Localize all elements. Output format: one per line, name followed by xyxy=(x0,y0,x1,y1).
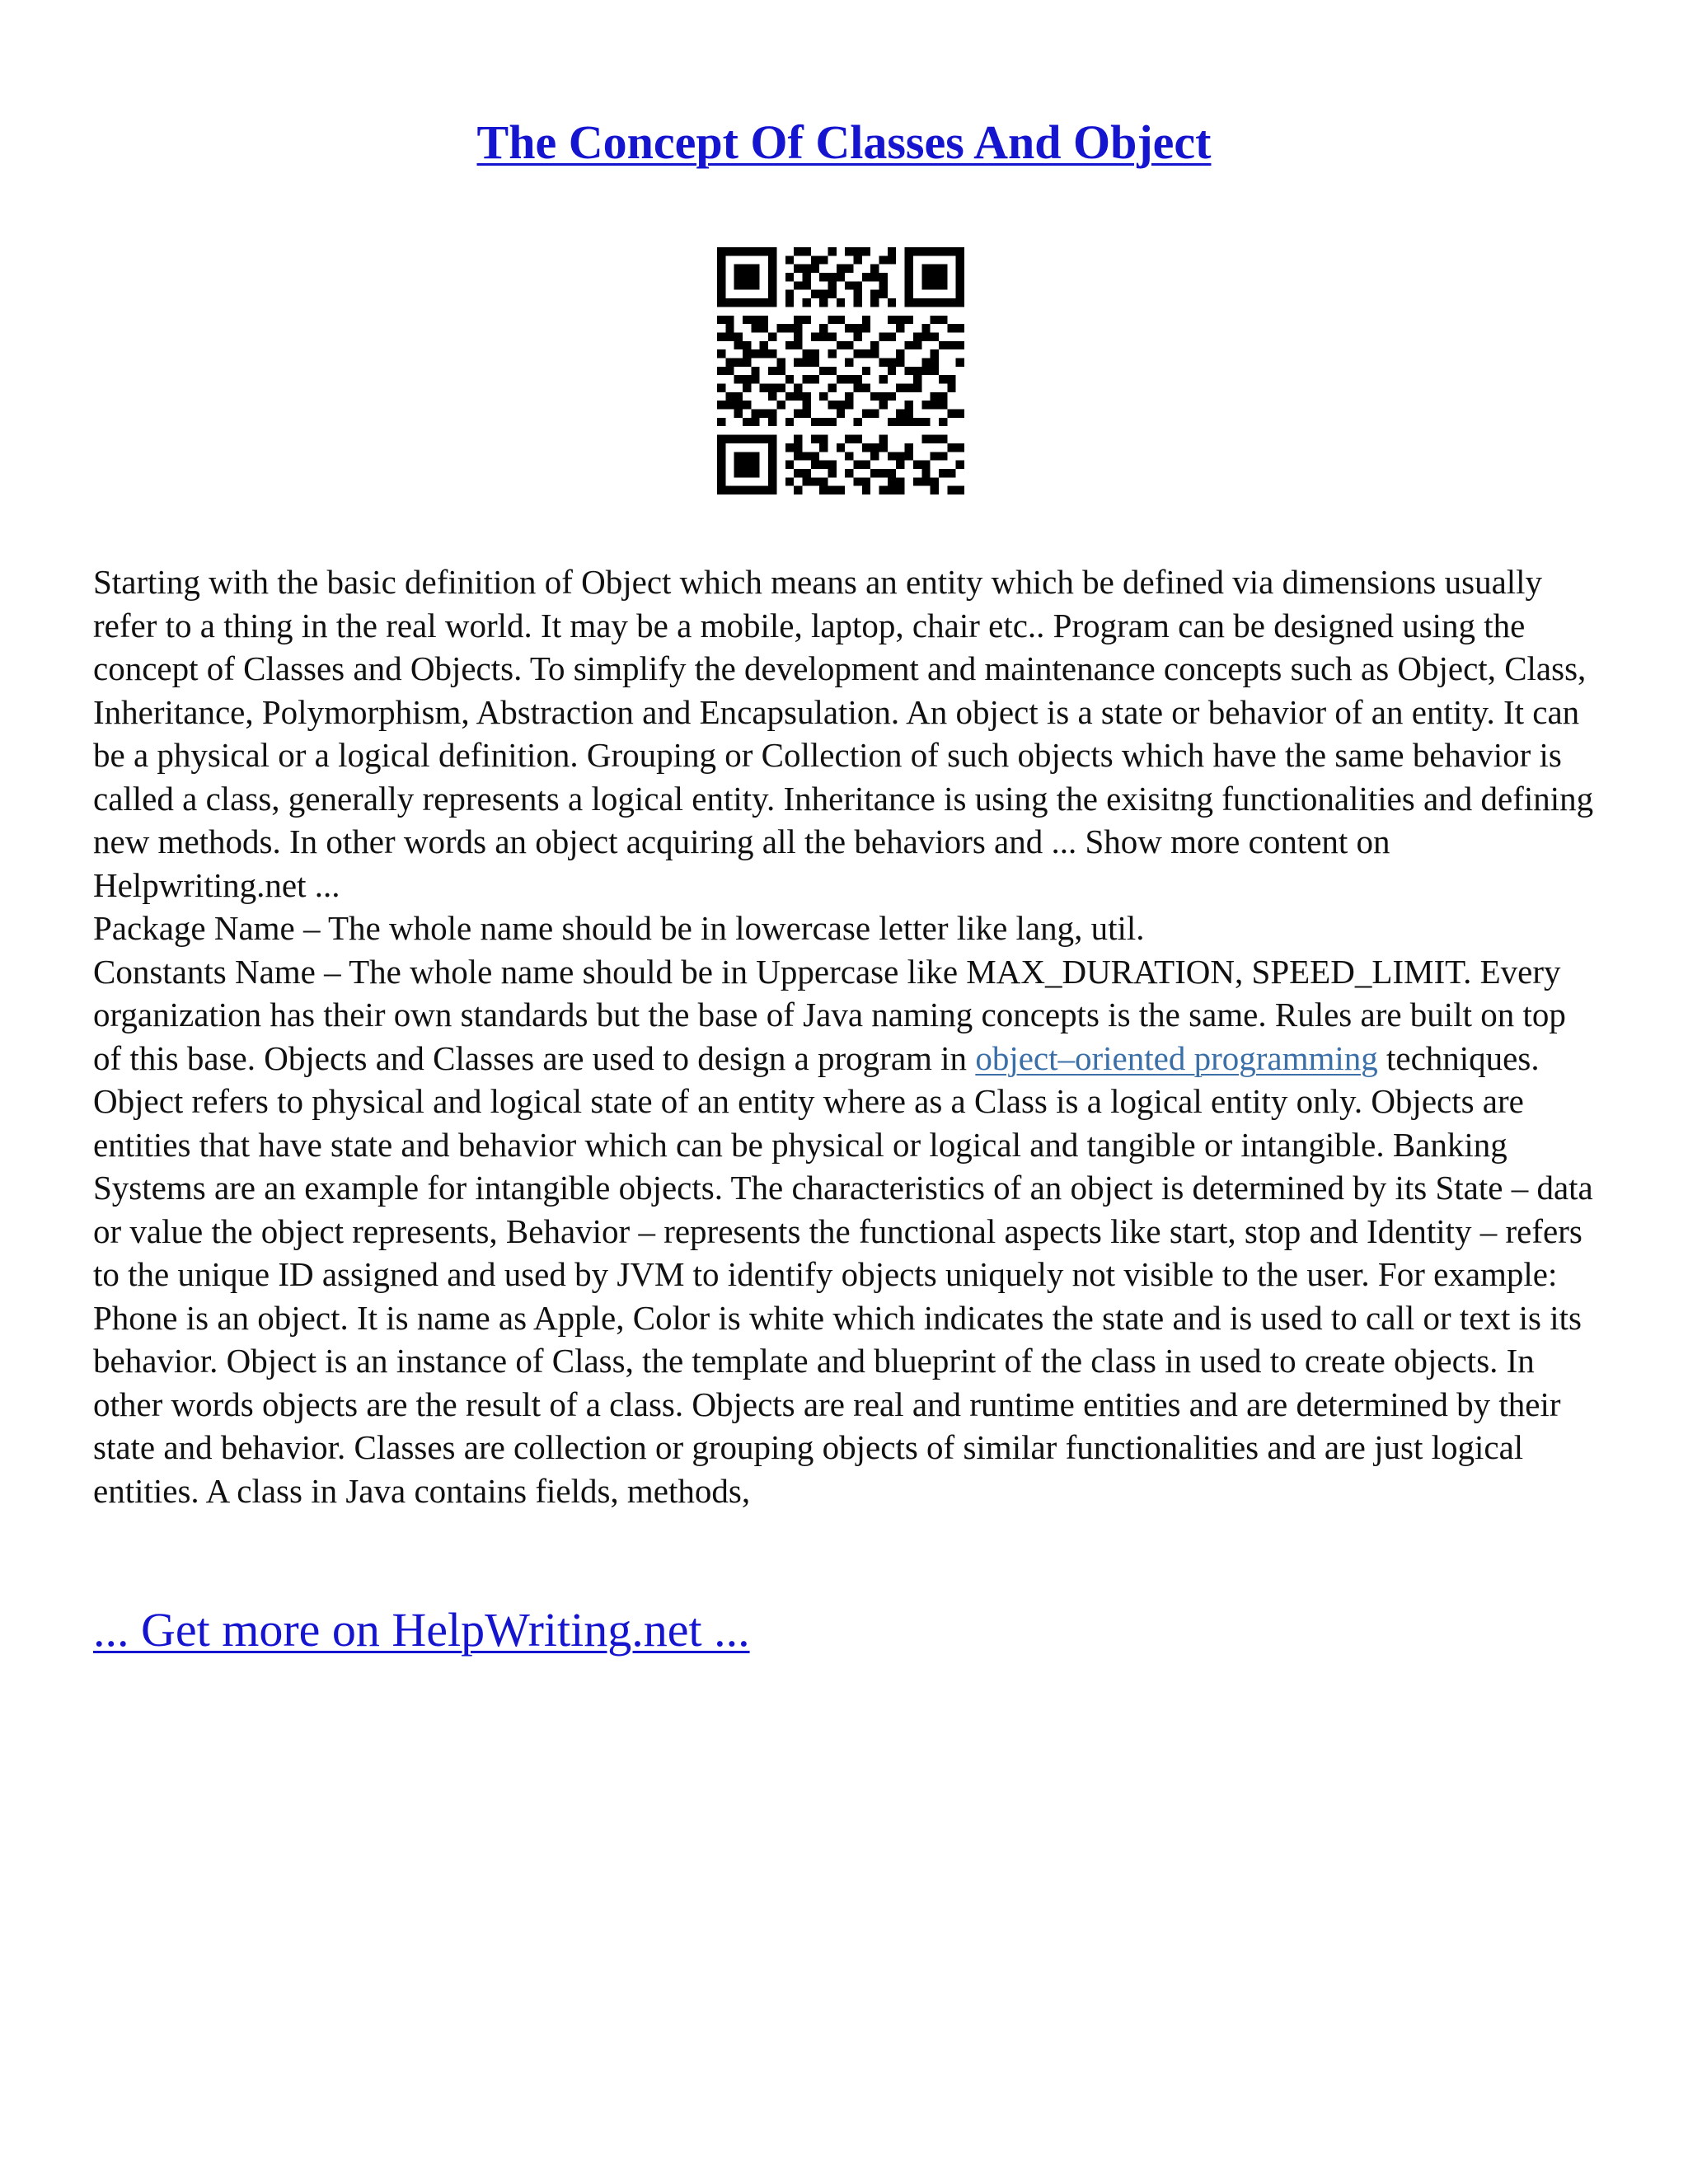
paragraph-part-1: Starting with the basic definition of Object which means an entity which be defined via dimensions usually refer to a thing in the real world. It may be a mobile, laptop, chair etc.. Program can be designed using the concept of Classes and Objects. To simplify the development and maintenance concepts such as Object, Class, Inheritance, Polymorphism, Abstraction and Encapsulation. An object is a state or behavior of an entity. It can be a physical or a logical definition. Grouping or Collection of such objects which have the same behavior is called a class, generally represents a logical entity. Inheritance is using the exisitng functionalities and defining new methods. In other words an object acquiring all the behaviors and ... Show more content on Helpwriting.net ... xyxy=(93,563,1594,904)
oop-link[interactable]: object–oriented programming xyxy=(975,1038,1378,1077)
paragraph-part-2: Constants Name – The whole name should be in Uppercase like MAX_DURATION, SPEED_LIMIT. Every organization has their own standards but the base of Java naming concepts is the same. Rules are built on top of this base. Objects and Classes are used to design a program in xyxy=(93,952,1566,1077)
paragraph-part-3: techniques. Object refers to physical and logical state of an entity where as a Class is a logical entity only. Objects are entities that have state and behavior which can be physical or logical and tangible or intangible. Banking Systems are an example for intangible objects. The characteristics of an object is determined by its State – data or value the object represents, Behavior – represents the functional aspects like start, stop and Identity – refers to the unique ID assigned and used by JVM to identify objects uniquely not visible to the user. For example: Phone is an object. It is name as Apple, Color is white which indicates the state and is used to call or text is its behavior. Object is an instance of Class, the template and blueprint of the class in used to create objects. In other words objects are the result of a class. Objects are real and runtime entities and are determined by their state and behavior. Classes are collection or grouping objects of similar functionalities and are just logical entities. A class in Java contains fields, methods, xyxy=(93,1038,1593,1510)
qr-code-graphic xyxy=(717,247,964,494)
qr-code-icon xyxy=(717,247,964,494)
title-link[interactable]: The Concept Of Classes And Object xyxy=(476,115,1212,169)
package-name-line: Package Name – The whole name should be in lowercase letter like lang, util. xyxy=(93,909,1145,947)
get-more-container xyxy=(93,1603,750,1658)
get-more-link[interactable]: ... Get more on HelpWriting.net ... xyxy=(93,1603,750,1657)
document-title xyxy=(0,115,1688,171)
body-paragraph xyxy=(93,560,1601,1512)
